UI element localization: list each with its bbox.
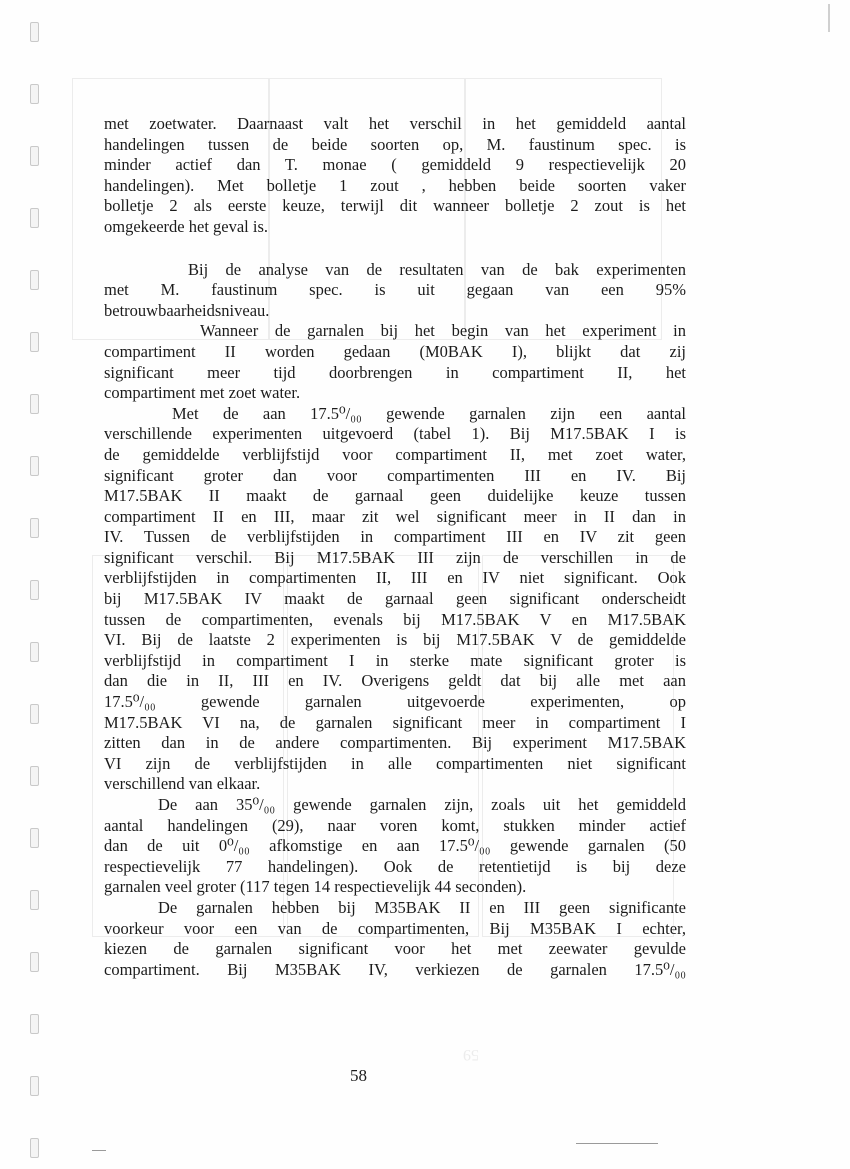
binding-hole — [30, 394, 39, 414]
binding-hole — [30, 1076, 39, 1096]
text-line: verschillende experimenten uitgevoerd (tabel 1). Bij M17.5BAK I is — [104, 424, 686, 444]
text-line: IV. Tussen de verblijfstijden in compartiment III en IV zit geen — [104, 527, 686, 547]
text-line: compartiment met zoet water. — [104, 383, 301, 403]
page-number: 58 — [350, 1066, 367, 1085]
text-line: significant meer tijd doorbrengen in compartiment II, het — [104, 362, 686, 382]
text-line: VI zijn de verblijfstijden in alle compartimenten niet significant — [104, 753, 686, 773]
text-line: significant groter dan voor compartimenten III en IV. Bij — [104, 465, 686, 485]
text-line: Bij de analyse van de resultaten van de bak experimenten — [188, 259, 686, 279]
text-line: 17.5⁰/₀₀ gewende garnalen uitgevoerde experimenten, op — [104, 692, 686, 712]
text-line: aantal handelingen (29), naar voren komt, stukken minder actief — [104, 815, 686, 835]
text-line: zitten dan in de andere compartimenten. Bij experiment M17.5BAK — [104, 733, 686, 753]
binding-hole — [30, 580, 39, 600]
binding-holes — [30, 10, 38, 1160]
body-text — [104, 114, 686, 980]
text-line: dan die in II, III en IV. Overigens geldt dat bij alle met aan — [104, 671, 686, 691]
binding-hole — [30, 766, 39, 786]
text-line: met M. faustinum spec. is uit gegaan van een 95% — [104, 280, 686, 300]
binding-hole — [30, 22, 39, 42]
text-line: Met de aan 17.5⁰/₀₀ gewende garnalen zijn een aantal — [172, 403, 686, 423]
binding-hole — [30, 642, 39, 662]
binding-hole — [30, 1014, 39, 1034]
binding-hole — [30, 828, 39, 848]
text-line: De aan 35⁰/₀₀ gewende garnalen zijn, zoals uit het gemiddeld — [158, 795, 686, 814]
edge-mark — [92, 1150, 106, 1151]
text-line: de gemiddelde verblijfstijd voor compartiment II, met zoet water, — [104, 444, 686, 464]
text-line: garnalen veel groter (117 tegen 14 respectievelijk 44 seconden). — [104, 877, 527, 897]
binding-hole — [30, 456, 39, 476]
binding-hole — [30, 270, 39, 290]
binding-hole — [30, 704, 39, 724]
text-line: met zoetwater. Daarnaast valt het verschil in het gemiddeld aantal — [104, 114, 686, 133]
text-line: VI. Bij de laatste 2 experimenten is bij M17.5BAK V de gemiddelde — [104, 630, 686, 650]
text-line: voorkeur voor een van de compartimenten, Bij M35BAK I echter, — [104, 918, 686, 938]
text-line: Wanneer de garnalen bij het begin van het experiment in — [200, 321, 686, 341]
text-line: compartiment II en III, maar zit wel significant meer in II dan in — [104, 506, 686, 526]
binding-hole — [30, 84, 39, 104]
text-line: De garnalen hebben bij M35BAK II en III geen significante — [158, 897, 686, 917]
text-line: compartiment II worden gedaan (M0BAK I), blijkt dat zij — [104, 341, 686, 361]
binding-hole — [30, 208, 39, 228]
binding-hole — [30, 518, 39, 538]
binding-hole — [30, 146, 39, 166]
text-line: bij M17.5BAK IV maakt de garnaal geen significant onderscheidt — [104, 589, 686, 609]
text-line: verblijfstijd in compartiment I in sterke mate significant groter is — [104, 650, 686, 670]
show-through-page-number: 59 — [463, 1046, 479, 1063]
edge-mark — [576, 1143, 658, 1144]
text-line: minder actief dan T. monae ( gemiddeld 9 respectievelijk 20 — [104, 155, 686, 175]
paragraph-gap — [104, 238, 686, 260]
text-line: dan de uit 0⁰/₀₀ afkomstige en aan 17.5⁰/₀₀ gewende garnalen (50 — [104, 836, 686, 856]
text-line: respectievelijk 77 handelingen). Ook de retentietijd is bij deze — [104, 856, 686, 876]
text-line: handelingen). Met bolletje 1 zout , hebben beide soorten vaker — [104, 175, 686, 195]
text-line: verblijfstijden in compartimenten II, III en IV niet significant. Ook — [104, 568, 686, 588]
text-line: tussen de compartimenten, evenals bij M17.5BAK V en M17.5BAK — [104, 609, 686, 629]
scan-corner-mark — [828, 4, 830, 32]
binding-hole — [30, 332, 39, 352]
text-line: betrouwbaarheidsniveau. — [104, 300, 270, 320]
text-line: verschillend van elkaar. — [104, 774, 261, 794]
text-line: handelingen tussen de beide soorten op, M. faustinum spec. is — [104, 134, 686, 154]
text-line: significant verschil. Bij M17.5BAK III zijn de verschillen in de — [104, 547, 686, 567]
binding-hole — [30, 1138, 39, 1158]
text-line: M17.5BAK II maakt de garnaal geen duidelijke keuze tussen — [104, 486, 686, 506]
binding-hole — [30, 952, 39, 972]
text-line: bolletje 2 als eerste keuze, terwijl dit wanneer bolletje 2 zout is het — [104, 196, 686, 216]
text-line: M17.5BAK VI na, de garnalen significant meer in compartiment I — [104, 712, 686, 732]
text-line: omgekeerde het geval is. — [104, 216, 269, 236]
text-line: compartiment. Bij M35BAK IV, verkiezen de garnalen 17.5⁰/₀₀ — [104, 959, 686, 979]
text-line: kiezen de garnalen significant voor het met zeewater gevulde — [104, 939, 686, 959]
binding-hole — [30, 890, 39, 910]
